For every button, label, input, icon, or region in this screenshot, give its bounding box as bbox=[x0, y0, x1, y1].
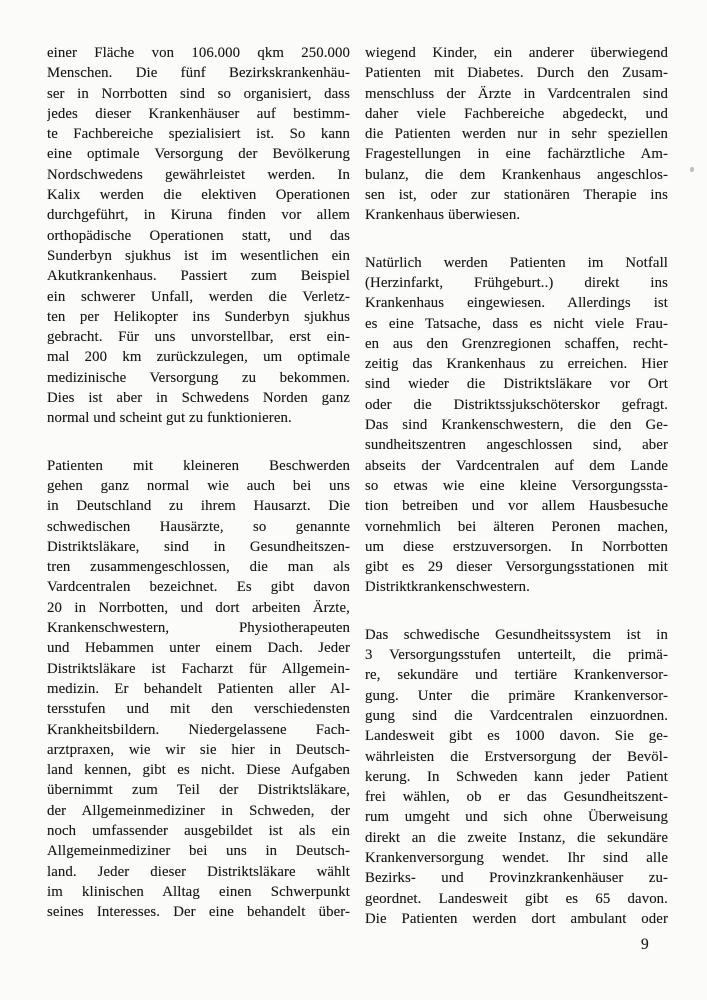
text-line: übernimmt zum Teil der Distriktsläkare, bbox=[47, 782, 350, 799]
text-line: in Deutschland zu ihrem Hausarzt. Die bbox=[47, 498, 350, 515]
text-line: um diese erstzuversorgen. In Norrbotten bbox=[365, 538, 668, 555]
text-line: Krankenschwestern, Physiotherapeuten bbox=[47, 620, 350, 637]
text-line: Kalix werden die elektiven Operationen bbox=[47, 187, 350, 204]
text-line: im klinischen Alltag einen Schwerpunkt bbox=[47, 883, 350, 900]
text-line: Die Patienten werden dort ambulant oder bbox=[365, 910, 668, 927]
text-line: tren zusammengeschlossen, die man als bbox=[47, 559, 350, 576]
text-line: medizin. Er behandelt Patienten aller Al- bbox=[47, 680, 350, 697]
two-column-text-block bbox=[47, 43, 668, 929]
paragraph bbox=[365, 43, 668, 226]
text-line: Bezirks- und Provinzkrankenhäuser zu- bbox=[365, 870, 668, 887]
text-line: schwedischen Hausärzte, so genannte bbox=[47, 518, 350, 535]
text-line: daher viele Fachbereiche abgedeckt, und bbox=[365, 105, 668, 122]
text-line: Krankenhaus überwiesen. bbox=[365, 207, 521, 224]
text-line: Distriktsläkare ist Facharzt für Allgemein- bbox=[47, 660, 350, 677]
text-line: Natürlich werden Patienten im Notfall bbox=[365, 254, 668, 271]
text-line: frei wählen, ob er das Gesundheitszent- bbox=[365, 789, 668, 806]
text-column-right bbox=[365, 43, 668, 929]
text-line: Krankheitsbildern. Niedergelassene Fach- bbox=[47, 721, 350, 738]
text-line: Das sind Krankenschwestern, die den Ge- bbox=[365, 417, 668, 434]
text-line: die Patienten werden nur in sehr speziellen bbox=[365, 126, 668, 143]
text-line: durchgeführt, in Kiruna finden vor allem bbox=[47, 207, 350, 224]
page-number: 9 bbox=[641, 936, 649, 953]
text-line: arztpraxen, wie wir sie hier in Deutsch- bbox=[47, 741, 350, 758]
text-line: mal 200 km zurückzulegen, um optimale bbox=[47, 349, 350, 366]
text-line: sind wieder die Distriktsläkare vor Ort bbox=[365, 376, 668, 393]
paragraph bbox=[365, 625, 668, 929]
text-line: Distriktkrankenschwestern. bbox=[365, 579, 530, 596]
text-line: ein schwerer Unfall, werden die Verletz- bbox=[47, 288, 350, 305]
text-line: zeitig das Krankenhaus zu erreichen. Hier bbox=[365, 356, 668, 373]
text-line: gung. Unter die primäre Krankenversor- bbox=[365, 687, 668, 704]
text-line: medizinische Versorgung zu bekommen. bbox=[47, 369, 350, 386]
text-line: Akutkrankenhaus. Passiert zum Beispiel bbox=[47, 268, 350, 285]
text-line: vornehmlich bei älteren Peronen machen, bbox=[365, 518, 668, 535]
text-line: normal und scheint gut zu funktionieren. bbox=[47, 410, 292, 427]
text-line: tion betreiben und vor allem Hausbesuche bbox=[365, 498, 668, 515]
text-line: Distriktsläkare, sind in Gesundheitszen- bbox=[47, 538, 350, 555]
text-line: geordnet. Landesweit gibt es 65 davon. bbox=[365, 890, 668, 907]
text-line: land kennen, gibt es nicht. Diese Aufgaben bbox=[47, 762, 350, 779]
text-line: abseits der Vardcentralen auf dem Lande bbox=[365, 457, 668, 474]
text-line: rum umgeht und sich ohne Überweisung bbox=[365, 809, 668, 826]
text-line: Nordschwedens gewährleistet werden. In bbox=[47, 166, 350, 183]
text-line: Patienten mit kleineren Beschwerden bbox=[47, 457, 350, 474]
text-line: Landesweit gibt es 1000 davon. Sie ge- bbox=[365, 728, 668, 745]
text-line: und Hebammen unter einem Dach. Jeder bbox=[47, 640, 350, 657]
text-line: eine optimale Versorgung der Bevölkerung bbox=[47, 146, 350, 163]
text-line: einer Fläche von 106.000 qkm 250.000 bbox=[47, 45, 350, 61]
text-line: noch umfassender ausgebildet ist als ein bbox=[47, 822, 350, 839]
text-line: gehen ganz normal wie auch bei uns bbox=[47, 477, 350, 494]
text-line: te Fachbereiche spezialisiert ist. So kann bbox=[47, 126, 350, 143]
text-line: oder die Distriktssjukschöterskor gefragt. bbox=[365, 396, 668, 413]
text-line: gibt es 29 dieser Versorgungsstationen mit bbox=[365, 559, 668, 576]
paragraph bbox=[365, 253, 668, 598]
text-line: ser in Norrbotten sind so organisiert, dass bbox=[47, 85, 350, 102]
text-line: orthopädische Operationen statt, und das bbox=[47, 227, 350, 244]
text-line: so etwas wie eine kleine Versorgungssta- bbox=[365, 477, 668, 494]
text-line: direkt an die zweite Instanz, die sekundäre bbox=[365, 829, 668, 846]
text-line: bulanz, die dem Krankenhaus angeschlos- bbox=[365, 166, 668, 183]
paragraph bbox=[47, 43, 350, 429]
text-line: Krankenhaus eingewiesen. Allerdings ist bbox=[365, 295, 668, 312]
text-line: (Herzinfarkt, Frühgeburt..) direkt ins bbox=[365, 274, 668, 291]
text-line: Sunderbyn sjukhus ist im wesentlichen ein bbox=[47, 247, 350, 264]
text-column-left bbox=[47, 43, 350, 929]
text-line: sen ist, oder zur stationären Therapie ins bbox=[365, 187, 668, 204]
text-line: re, sekundäre und tertiäre Krankenversor- bbox=[365, 667, 668, 684]
text-line: Patienten mit Diabetes. Durch den Zusam- bbox=[365, 65, 668, 82]
text-line: seines Interesses. Der eine behandelt über- bbox=[47, 904, 350, 921]
paragraph bbox=[47, 456, 350, 923]
text-line: Vardcentralen bezeichnet. Es gibt davon bbox=[47, 579, 350, 596]
text-line: wiegend Kinder, ein anderer überwiegend bbox=[365, 45, 668, 61]
text-line: Dies ist aber in Schwedens Norden ganz bbox=[47, 390, 350, 407]
text-line: Krankenversorgung wendet. Ihr sind alle bbox=[365, 849, 668, 866]
text-line: sundheitszentren angeschlossen sind, aber bbox=[365, 437, 668, 454]
text-line: tersstufen und mit den verschiedensten bbox=[47, 701, 350, 718]
text-line: land. Jeder dieser Distriktsläkare wählt bbox=[47, 863, 350, 880]
text-line: währleisten die Erstversorgung der Bevöl- bbox=[365, 748, 668, 765]
text-line: Allgemeinmediziner bei uns in Deutsch- bbox=[47, 843, 350, 860]
text-line: Menschen. Die fünf Bezirkskrankenhäu- bbox=[47, 65, 350, 82]
text-line: Das schwedische Gesundheitssystem ist in bbox=[365, 626, 668, 643]
text-line: gebracht. Für uns unvorstellbar, erst ein- bbox=[47, 329, 350, 346]
text-line: ten per Helikopter ins Sunderbyn sjukhus bbox=[47, 308, 350, 325]
text-line: menschluss der Ärzte in Vardcentralen sind bbox=[365, 85, 668, 102]
text-line: gung sind die Vardcentralen einzuordnen. bbox=[365, 707, 668, 724]
text-line: Fragestellungen in eine fachärztliche Am- bbox=[365, 146, 668, 163]
text-line: en aus den Grenzregionen schaffen, recht- bbox=[365, 335, 668, 352]
text-line: jedes dieser Krankenhäuser auf bestimm- bbox=[47, 105, 350, 122]
text-line: der Allgemeinmediziner in Schweden, der bbox=[47, 802, 350, 819]
text-line: kerung. In Schweden kann jeder Patient bbox=[365, 768, 668, 785]
scan-speck-artifact bbox=[690, 167, 694, 172]
text-line: 20 in Norrbotten, und dort arbeiten Ärzte, bbox=[47, 599, 350, 616]
text-line: es eine Tatsache, dass es nicht viele Frau- bbox=[365, 315, 668, 332]
text-line: 3 Versorgungsstufen unterteilt, die primä- bbox=[365, 647, 668, 664]
